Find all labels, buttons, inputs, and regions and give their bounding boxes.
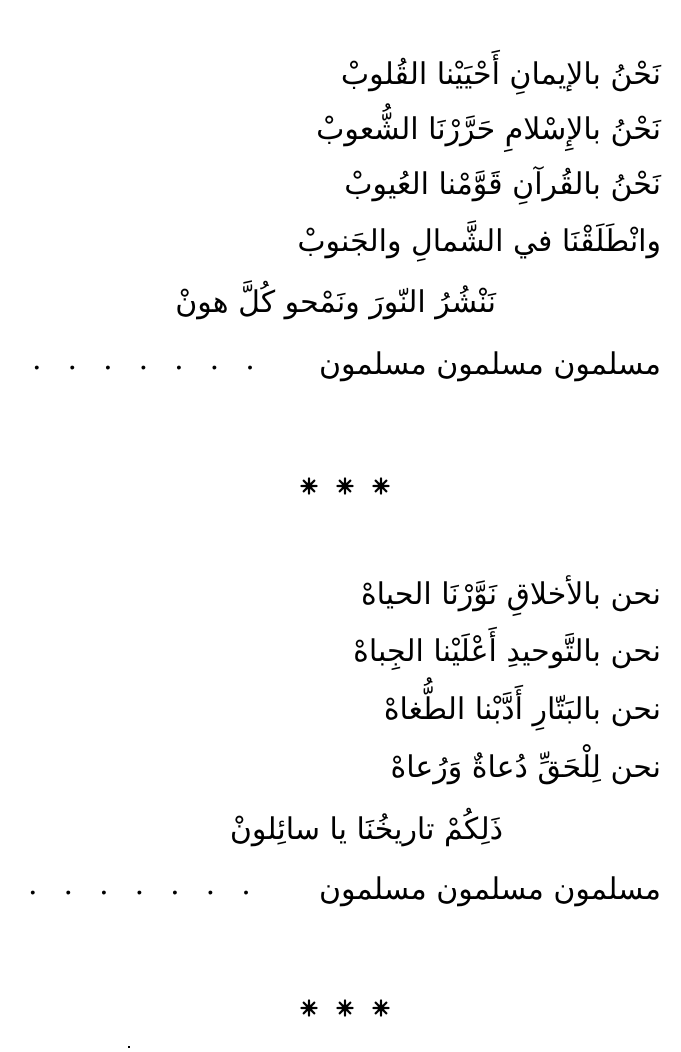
stanza1-line4: وانْطَلَقْنَا في الشَّمالِ والجَنوبْ	[297, 224, 661, 259]
stanza1-line5: نَنْشُرُ النّورَ ونَمْحو كُلَّ هونْ	[175, 285, 496, 320]
asterisk-star-icon	[372, 477, 390, 495]
section-separator	[300, 998, 390, 1018]
stanza1-line3: نَحْنُ بالقُرآنِ قَوَّمْنا العُيوبْ	[344, 167, 661, 202]
stanza1-line2: نَحْنُ بالإِسْلامِ حَرَّرْنَا الشُّعوبْ	[316, 112, 661, 147]
stanza2-dots: .......	[28, 867, 277, 902]
stanza2-line5: ذَلِكُمْ تاريخُنَا يا سائِلونْ	[229, 812, 503, 847]
stray-dot	[128, 1046, 130, 1048]
asterisk-star-icon	[300, 477, 318, 495]
asterisk-star-icon	[336, 999, 354, 1017]
asterisk-star-icon	[372, 999, 390, 1017]
stanza1-line1: نَحْنُ بالإيمانِ أَحْيَيْنا القُلوبْ	[340, 57, 661, 92]
stanza2-line4: نحن لِلْحَقِّ دُعاةٌ وَرُعاهْ	[390, 750, 661, 785]
asterisk-star-icon	[336, 477, 354, 495]
stanza2-refrain: مسلمون مسلمون مسلمون	[319, 872, 661, 907]
stanza2-line3: نحن بالبَتّارِ أَدَّبْنا الطُّغاهْ	[383, 692, 661, 727]
stanza2-line2: نحن بالتَّوحيدِ أَعْلَيْنا الجِباهْ	[353, 634, 661, 669]
asterisk-star-icon	[300, 999, 318, 1017]
section-separator	[300, 476, 390, 496]
stanza1-refrain: مسلمون مسلمون مسلمون	[319, 347, 661, 382]
stanza2-line1: نحن بالأخلاقِ نَوَّرْنَا الحياهْ	[360, 577, 661, 612]
stanza1-dots: .......	[32, 342, 281, 377]
